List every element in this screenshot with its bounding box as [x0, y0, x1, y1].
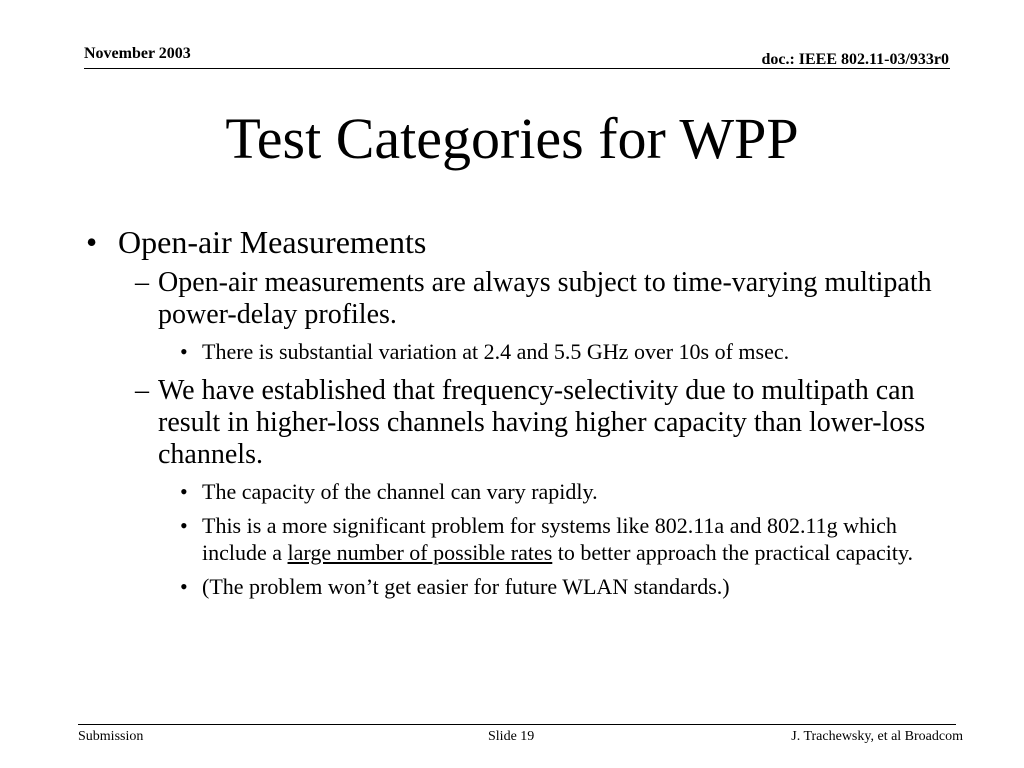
bullet-text: There is substantial variation at 2.4 and 5.5 GHz over 10s of msec. — [202, 339, 790, 364]
footer-author: J. Trachewsky, et al Broadcom — [791, 729, 963, 744]
bullet-dot: • — [180, 574, 188, 599]
bullet-level2 — [126, 267, 946, 331]
bullet-dot: • — [180, 513, 188, 538]
underlined-phrase: large number of possible rates — [287, 540, 553, 565]
slide-body — [86, 223, 946, 600]
bullet-text: Open-air measurements are always subject to time-varying multipath power-delay profiles. — [158, 267, 932, 330]
header-date: November 2003 — [84, 45, 191, 62]
header-doc-id: doc.: IEEE 802.11-03/933r0 — [761, 51, 949, 68]
slide-title: Test Categories for WPP — [225, 106, 799, 171]
bullet-level1 — [86, 223, 946, 261]
bullet-level3 — [180, 478, 946, 505]
footer-slide-number: Slide 19 — [488, 729, 535, 744]
bullet-level3 — [180, 338, 946, 365]
bullet-level3 — [180, 512, 946, 566]
bullet-dash: – — [135, 375, 149, 406]
bullet-text-pre: This is a more significant problem for systems like 802.11a and 802.11g which include a — [202, 513, 897, 565]
bullet-dot: • — [180, 339, 188, 364]
bullet-text: We have established that frequency-selectivity due to multipath can result in higher-loss channels having higher capacity than lower-loss channels. — [158, 375, 926, 470]
bullet-level2 — [126, 375, 946, 471]
bullet-text: Open-air Measurements — [118, 224, 427, 260]
bullet-text-post: to better approach the practical capacity. — [552, 540, 914, 565]
bullet-dash: – — [135, 267, 149, 298]
bullet-dot: • — [180, 479, 188, 504]
bullet-text: (The problem won’t get easier for future WLAN standards.) — [202, 574, 730, 599]
header-rule — [84, 68, 950, 69]
footer-rule — [78, 724, 956, 725]
bullet-dot: • — [86, 224, 98, 260]
bullet-text: The capacity of the channel can vary rapidly. — [202, 479, 598, 504]
bullet-level3 — [180, 573, 946, 600]
footer-submission: Submission — [78, 729, 144, 744]
